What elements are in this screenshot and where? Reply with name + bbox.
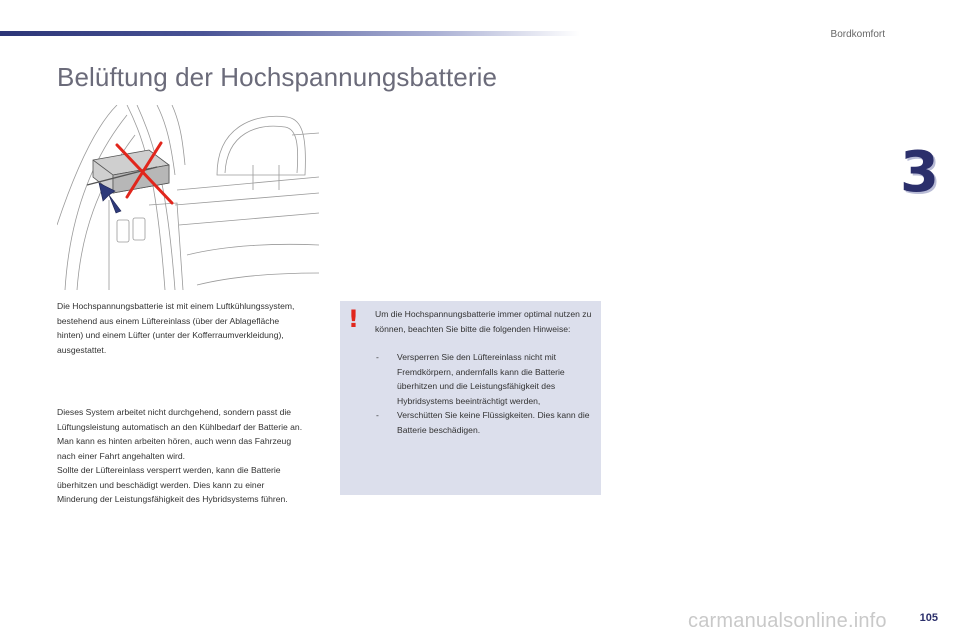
system-paragraph: Dieses System arbeitet nicht durchgehend, sondern passt die Lüftungsleistung automatisch an den Kühlbedarf der Batterie an. Man kann es hinten arbeiten hören, auch wenn das Fahrzeug nach einer Fahrt angehalten wird. Sollte der Lüftereinlass versperrt werden, kann die Batterie überhitzen und beschädigt werden. Dies kann zu einer Minderung der Leistungsfähigkeit des Hybridsystems führen. bbox=[57, 407, 303, 504]
chapter-number: 3 bbox=[900, 140, 939, 205]
page-title: Belüftung der Hochspannungsbatterie bbox=[57, 62, 498, 92]
header-accent-bar bbox=[0, 31, 580, 36]
warning-box bbox=[340, 301, 601, 495]
list-item bbox=[375, 350, 597, 408]
intro-paragraph: Die Hochspannungsbatterie ist mit einem Luftkühlungssystem, bestehend aus einem Lüftereinlass (über der Ablagefläche hinten) und einem Lüfter (unter der Kofferraumverkleidung), ausgestattet. bbox=[57, 301, 295, 355]
warning-list bbox=[375, 350, 597, 437]
list-item bbox=[375, 408, 597, 437]
exclamation-icon: ! bbox=[348, 305, 359, 333]
page-number: 105 bbox=[919, 612, 938, 624]
watermark[interactable]: carmanualsonline.info bbox=[688, 610, 887, 632]
list-bullet: - bbox=[376, 410, 379, 420]
list-item-text: Versperren Sie den Lüftereinlass nicht mit Fremdkörpern, andernfalls kann die Batterie überhitzen und die Leistungsfähigkeit des Hybridsystems beeinträchtigt werden, bbox=[397, 352, 565, 406]
vent-illustration bbox=[57, 105, 319, 290]
warning-intro: Um die Hochspannungsbatterie immer optimal nutzen zu können, beachten Sie bitte die folgenden Hinweise: bbox=[375, 309, 592, 334]
car-interior-drawing bbox=[57, 105, 319, 290]
list-item-text: Verschütten Sie keine Flüssigkeiten. Dies kann die Batterie beschädigen. bbox=[397, 410, 590, 435]
section-label: Bordkomfort bbox=[830, 29, 885, 40]
list-bullet: - bbox=[376, 352, 379, 362]
